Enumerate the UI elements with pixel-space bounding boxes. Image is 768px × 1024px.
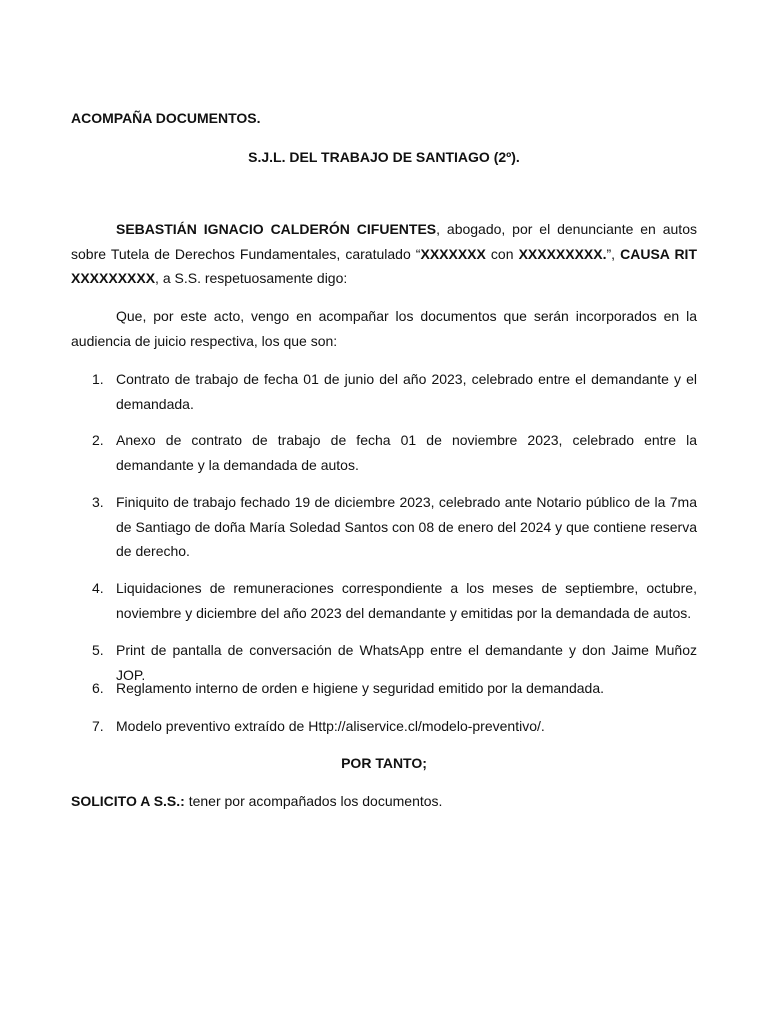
intro-text-3: ”,: [606, 245, 621, 262]
intro-text-1: , abogado, por el denunciante en autos sobre Tutela de Derechos Fundamentales, caratulado “: [71, 221, 697, 262]
list-item-number: 4.: [92, 580, 104, 596]
list-item: [71, 490, 697, 564]
list-item: [71, 676, 697, 701]
party-defendant: XXXXXXXXX.: [518, 245, 607, 262]
list-item: [71, 714, 697, 739]
list-item-number: 5.: [92, 642, 104, 658]
por-tanto-heading: POR TANTO;: [341, 755, 427, 771]
list-item-text: Anexo de contrato de trabajo de fecha 01 de noviembre 2023, celebrado entre la demandante y la demandada de autos.: [116, 432, 697, 473]
court-heading: S.J.L. DEL TRABAJO DE SANTIAGO (2º).: [248, 149, 520, 165]
solicito-label: SOLICITO A S.S.:: [71, 793, 185, 809]
list-item-number: 7.: [92, 718, 104, 734]
intro-paragraph: [71, 217, 697, 291]
list-item-text: Reglamento interno de orden e higiene y seguridad emitido por la demandada.: [116, 680, 604, 696]
list-item-number: 2.: [92, 432, 104, 448]
list-item: [71, 576, 697, 625]
intro-text-2: con: [485, 245, 519, 262]
list-item-text: Finiquito de trabajo fechado 19 de diciembre 2023, celebrado ante Notario público de la 7ma de Santiago de doña María Soledad Santos con 08 de enero del 2024 y que contiene reserva de derecho.: [116, 494, 697, 559]
list-item-text: Liquidaciones de remuneraciones correspondiente a los meses de septiembre, octubre, noviembre y diciembre del año 2023 del demandante y emitidas por la demandada de autos.: [116, 580, 697, 621]
solicito-text: tener por acompañados los documentos.: [184, 793, 443, 809]
lawyer-name: SEBASTIÁN IGNACIO CALDERÓN CIFUENTES: [116, 221, 437, 237]
document-title: ACOMPAÑA DOCUMENTOS.: [71, 110, 261, 126]
list-item-text: Print de pantalla de conversación de WhatsApp entre el demandante y don Jaime Muñoz JOP.: [116, 642, 697, 683]
list-item-number: 6.: [92, 680, 104, 696]
party-plaintiff: XXXXXXX: [420, 245, 486, 262]
intro-text-4: , a S.S. respetuosamente digo:: [155, 270, 348, 286]
documents-paragraph: Que, por este acto, vengo en acompañar los documentos que serán incorporados en la audiencia de juicio respectiva, los que son:: [71, 308, 697, 349]
list-item: [71, 428, 697, 477]
solicito-paragraph: [71, 793, 442, 810]
causa-rit: CAUSA RIT XXXXXXXXX: [71, 245, 698, 286]
list-item: [71, 367, 697, 416]
list-item-text: Modelo preventivo extraído de Http://aliservice.cl/modelo-preventivo/.: [116, 718, 545, 734]
list-item-text: Contrato de trabajo de fecha 01 de junio del año 2023, celebrado entre el demandante y el demandada.: [116, 371, 697, 412]
list-item-number: 3.: [92, 494, 104, 510]
list-item-number: 1.: [92, 371, 104, 387]
